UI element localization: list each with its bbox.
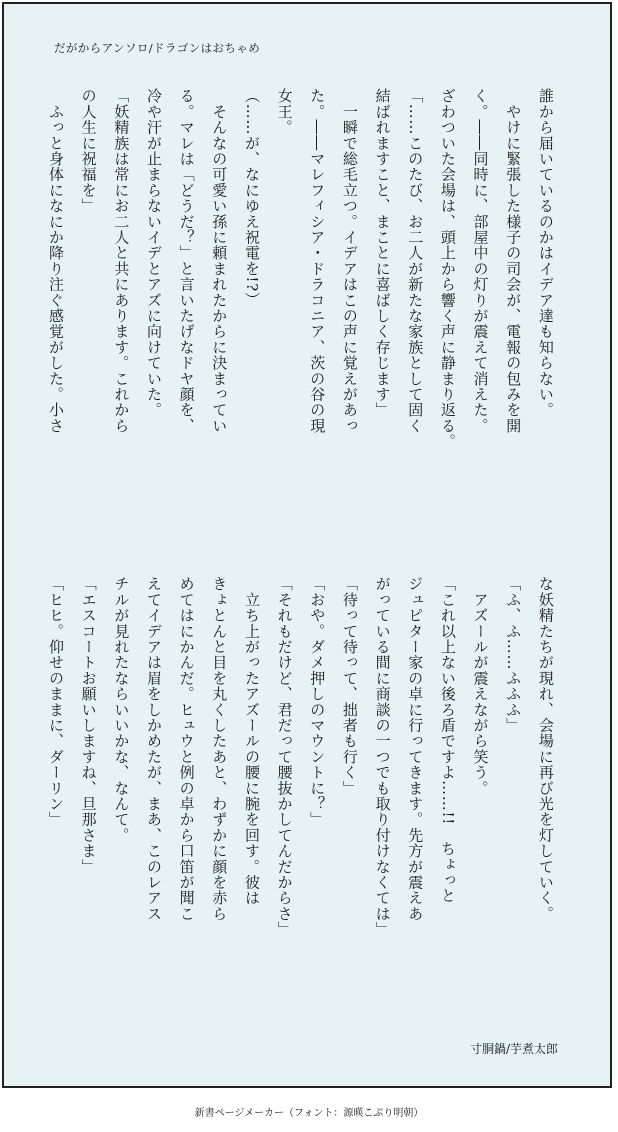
text-line: めてはにかんだ。ヒュウと例の卓から口笛が聞こ — [177, 576, 196, 922]
text-block-bottom — [42, 576, 560, 1000]
footer-credit: 新書ページメーカー（フォント：源暎こぶり明朝） — [194, 1108, 424, 1119]
text-line: ざわついた会場は、頭上から響く声に静まり返る。 — [438, 88, 457, 450]
text-line: 誰から届いているのかはイデア達も知らない。 — [536, 88, 555, 418]
text-line: 「待って待って、拙者も行く」 — [340, 576, 359, 796]
author-credit: 寸胴鍋/芋煮太郎 — [469, 1042, 558, 1056]
text-line: がっている間に商談の一つでも取り付けなくては」 — [373, 576, 392, 938]
text-line: く。――同時に、部屋中の灯りが震えて消えた。 — [471, 88, 490, 434]
text-block-top — [42, 88, 560, 512]
text-line: やけに緊張した様子の司会が、電報の包みを開 — [504, 88, 523, 434]
text-line: ジュピター家の卓に行ってきます。先方が震えあ — [406, 576, 425, 922]
text-line: 冷や汗が止まらないイデとアズに向けていた。 — [144, 88, 163, 418]
text-line: 「……このたび、お二人が新たな家族として固く — [406, 88, 425, 434]
text-line: 「ヒヒ。仰せのままに、ダーリン」 — [47, 576, 65, 828]
text-line: る。マレは「どうだ？」と言いたげなドヤ顔を、 — [177, 88, 196, 434]
text-line: た。――マレフィシア・ドラコニア、茨の谷の現 — [308, 88, 327, 434]
text-line: 「おや。ダメ押しのマウントに？」 — [308, 576, 327, 828]
text-line: の人生に祝福を」 — [79, 88, 98, 214]
text-line: アズールが震えながら笑う。 — [471, 576, 490, 796]
text-line: 結ばれますこと、まことに喜ばしく存じます」 — [373, 88, 392, 418]
text-line: きょとんと目を丸くしたあと、わずかに顔を赤ら — [210, 576, 229, 922]
text-line: ふっと身体になにか降り注ぐ感覚がした。小さ — [47, 88, 65, 434]
text-line: チルが見れたならいいかな、なんて。 — [112, 576, 131, 843]
text-line: 立ち上がったアズールの腰に腕を回す。彼は — [242, 576, 261, 906]
page-header-title: だがからアンソロ/ドラゴンはおちゃめ — [54, 41, 261, 55]
text-line: そんなの可愛い孫に頼まれたからに決まってい — [210, 88, 229, 434]
text-line: 「これ以上ない後ろ盾ですよ……!! ちょっと — [438, 576, 457, 904]
text-line: な妖精たちが現れ、会場に再び光を灯していく。 — [536, 576, 555, 922]
text-line: 一瞬で総毛立つ。イデアはこの声に覚えがあっ — [340, 88, 359, 434]
text-line: 女王。 — [275, 88, 294, 136]
book-page — [2, 2, 612, 1088]
text-line: 「妖精族は常にお二人と共にあります。これから — [112, 88, 131, 434]
text-line: （……が、なにゆえ祝電を!?） — [242, 88, 261, 308]
text-line: 「エスコートお願いしますね、旦那さま」 — [79, 576, 98, 875]
text-line: 「ふ、ふ……ふふふ」 — [504, 576, 523, 733]
text-line: 「それもだけど、君だって腰抜かしてんだからさ」 — [275, 576, 294, 938]
text-line: えてイデアは眉をしかめたが、まあ、このレアス — [144, 576, 163, 922]
